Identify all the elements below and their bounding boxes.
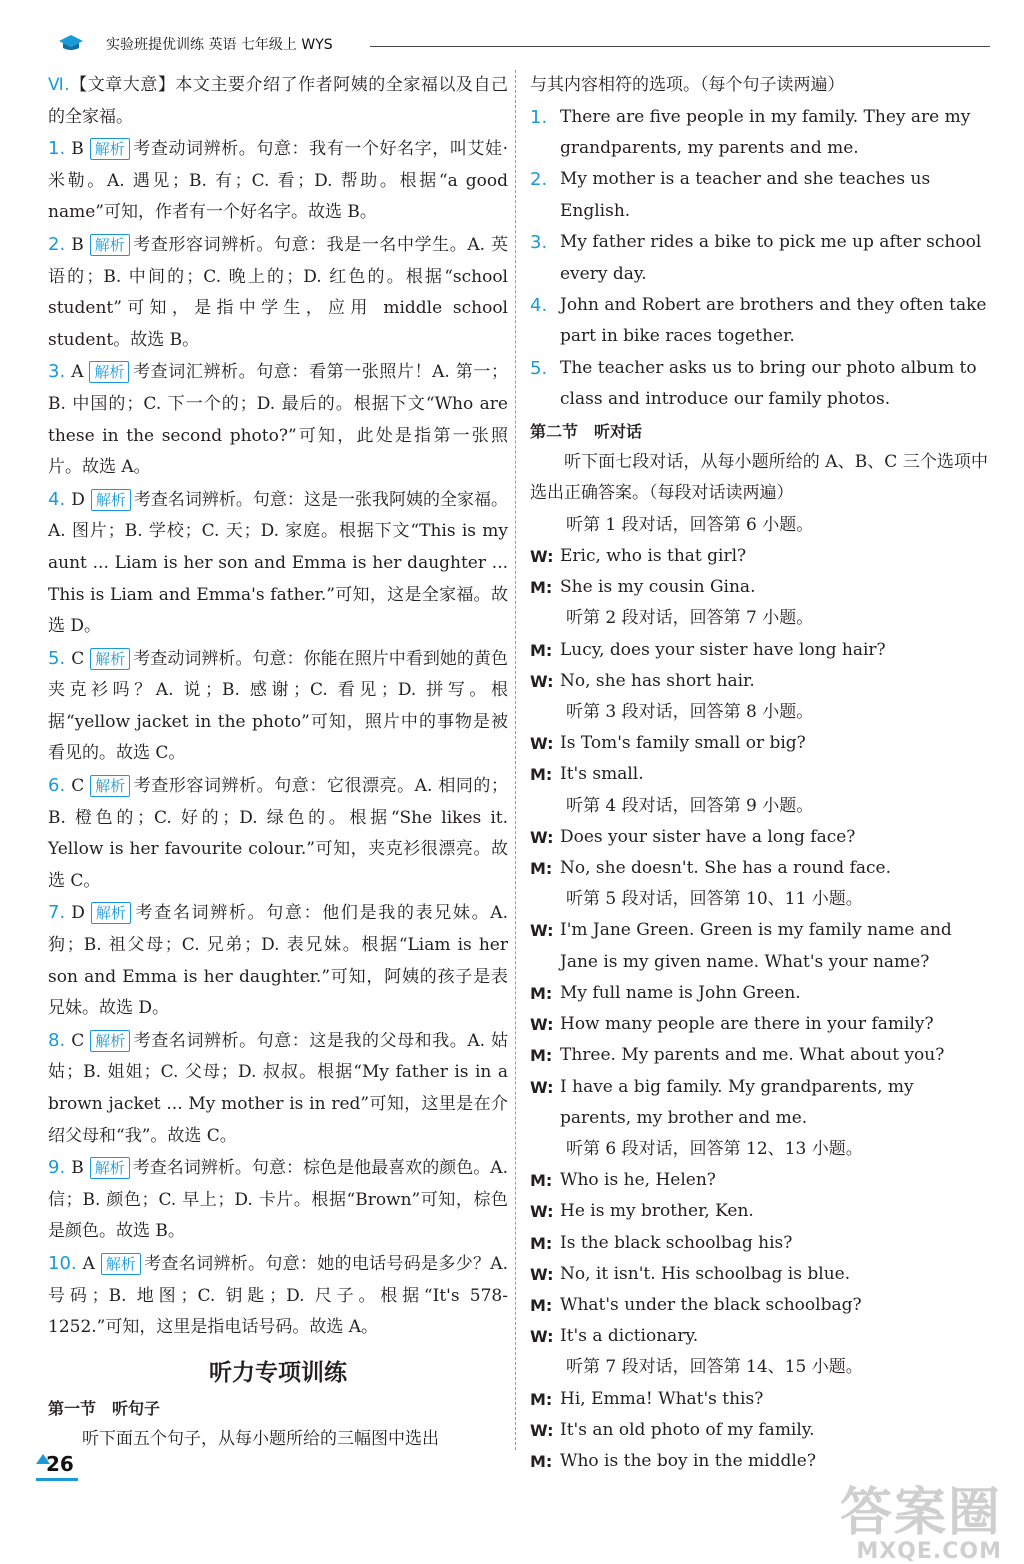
analysis-tag: 解析 <box>90 234 130 256</box>
sentence-text: The teacher asks us to bring our photo album to class and introduce our family photos. <box>560 357 977 410</box>
page-header <box>50 28 990 58</box>
speaker-label: M: <box>530 765 553 785</box>
dialogue-text: I'm Jane Green. Green is my family name and Jane is my given name. What's your name? <box>560 920 952 972</box>
answer-item <box>48 643 508 770</box>
answer-item <box>48 133 508 229</box>
section-title: 听力专项训练 <box>209 1359 347 1386</box>
analysis-tag: 解析 <box>101 1253 141 1275</box>
dialogue-text: Does your sister have a long face? <box>560 826 856 847</box>
passage-summary-text: 【文章大意】本文主要介绍了作者阿姨的全家福以及自己的全家福。 <box>48 75 508 127</box>
part1-instructions: 听下面五个句子，从每小题所给的三幅图中选出 <box>82 1428 439 1449</box>
answer-item <box>48 484 508 643</box>
answer-number: 1. <box>48 138 66 160</box>
watermark <box>840 1470 1002 1564</box>
watermark-url: MXQE.COM <box>856 1539 1002 1564</box>
book-logo-icon <box>58 33 84 53</box>
dialogue-text: No, she doesn't. She has a round face. <box>560 858 891 879</box>
answer-item <box>48 1248 508 1344</box>
answer-explanation: 考查形容词辨析。句意：它很漂亮。A. 相同的；B. 橙色的；C. 好的；D. 绿色的。根据“She likes it. Yellow is her favourite colour.”可知，夹克衫很漂亮。故选 C。 <box>48 776 508 891</box>
answer-item <box>48 356 508 483</box>
speaker-label: W: <box>530 921 554 941</box>
speaker-label: W: <box>530 1202 554 1222</box>
dialogue-line <box>530 1415 988 1446</box>
answer-item <box>48 897 508 1024</box>
answer-explanation: 考查形容词辨析。句意：我是一名中学生。A. 英语的；B. 中间的；C. 晚上的；D. 红色的。根据“school student”可知，是指中学生，应用 middle school student。故选 B。 <box>48 234 508 350</box>
speaker-label: M: <box>530 578 553 598</box>
answer-letter: B <box>71 234 84 255</box>
dialogue-line <box>530 1009 988 1040</box>
answer-explanation: 考查词汇辨析。句意：看第一张照片！A. 第一；B. 中国的；C. 下一个的；D. 最后的。根据下文“Who are these in the second photo?”可知，此处是指第一张照片。故选 A。 <box>48 362 508 478</box>
dialogue-line <box>530 635 988 666</box>
page-number-badge <box>36 1448 86 1482</box>
sentence-text: My mother is a teacher and she teaches us English. <box>560 169 931 221</box>
book-title: 实验班提优训练 英语 七年级上 WYS <box>106 37 333 53</box>
speaker-label: W: <box>530 1015 554 1035</box>
sentence-text: My father rides a bike to pick me up after school every day. <box>560 232 982 284</box>
dialogue-text: Is the black schoolbag his? <box>560 1232 793 1253</box>
dialogue-line <box>530 1321 988 1352</box>
sentence-text: John and Robert are brothers and they often take part in bike races together. <box>560 295 987 347</box>
speaker-label: W: <box>530 547 554 567</box>
column-divider <box>515 70 516 1450</box>
dialogue-line <box>530 1290 988 1321</box>
page-number: 26 <box>46 1452 74 1476</box>
dialogue-line <box>530 1165 988 1196</box>
answer-number: 6. <box>48 775 66 797</box>
dialogue-cue: 听第 2 段对话，回答第 7 小题。 <box>566 608 814 629</box>
analysis-tag: 解析 <box>90 648 130 670</box>
dialogue-text: No, it isn't. His schoolbag is blue. <box>560 1263 851 1284</box>
header-rule <box>370 46 990 47</box>
dialogue-line <box>530 1196 988 1227</box>
answer-number: 4. <box>48 488 66 510</box>
dialogue-line <box>530 728 988 759</box>
dialogue-text: How many people are there in your family? <box>560 1014 934 1035</box>
passage-summary <box>48 70 508 133</box>
dialogue-line <box>530 1228 988 1259</box>
page-number-underline <box>36 1478 78 1481</box>
dialogue-text: Three. My parents and me. What about you? <box>560 1045 945 1066</box>
part1-heading: 第一节 听句子 <box>48 1398 161 1418</box>
dialogue-list <box>530 510 988 1477</box>
speaker-label: M: <box>530 1389 553 1409</box>
answer-explanation: 考查名词辨析。句意：棕色是他最喜欢的颜色。A. 信；B. 颜色；C. 早上；D. 卡片。根据“Brown”可知，棕色是颜色。故选 B。 <box>48 1158 508 1242</box>
dialogue-text: Hi, Emma! What's this? <box>560 1388 764 1409</box>
speaker-label: M: <box>530 983 553 1003</box>
analysis-tag: 解析 <box>90 138 130 160</box>
answer-letter: C <box>71 1030 85 1051</box>
dialogue-text: It's small. <box>560 764 644 785</box>
dialogue-text: I have a big family. My grandparents, my parents, my brother and me. <box>560 1076 914 1128</box>
dialogue-line <box>530 759 988 790</box>
dialogue-text: What's under the black schoolbag? <box>560 1294 862 1315</box>
dialogue-line <box>530 1384 988 1415</box>
dialogue-text: Who is the boy in the middle? <box>560 1450 816 1471</box>
analysis-tag: 解析 <box>91 489 131 511</box>
dialogue-cue: 听第 7 段对话，回答第 14、15 小题。 <box>566 1357 863 1378</box>
dialogue-text: No, she has short hair. <box>560 670 755 691</box>
dialogue-line <box>530 541 988 572</box>
watermark-logo-text: 答案圈 <box>839 1483 1002 1543</box>
answer-letter: D <box>71 903 85 924</box>
dialogue-line <box>530 853 988 884</box>
dialogue-cue: 听第 3 段对话，回答第 8 小题。 <box>566 702 814 723</box>
dialogue-cue: 听第 6 段对话，回答第 12、13 小题。 <box>566 1138 863 1159</box>
part2-heading: 第二节 听对话 <box>530 421 643 441</box>
answer-letter: B <box>71 139 84 160</box>
speaker-label: M: <box>530 859 553 879</box>
answer-letter: A <box>71 362 84 383</box>
dialogue-text: Is Tom's family small or big? <box>560 733 806 754</box>
listening-sentence <box>530 102 988 165</box>
analysis-tag: 解析 <box>90 1030 130 1052</box>
answer-number: 5. <box>48 647 66 669</box>
answer-explanation: 考查名词辨析。句意：她的电话号码是多少？A. 号码；B. 地图；C. 钥匙；D. 尺子。根据“It's 578-1252.”可知，这里是指电话号码。故选 A。 <box>48 1253 508 1338</box>
answer-item <box>48 1152 508 1248</box>
answer-letter: C <box>71 776 85 797</box>
speaker-label: W: <box>530 1077 554 1097</box>
speaker-label: W: <box>530 1420 554 1440</box>
section-roman-numeral: Ⅵ. <box>48 75 70 95</box>
dialogue-cue: 听第 4 段对话，回答第 9 小题。 <box>566 795 814 816</box>
speaker-label: W: <box>530 1327 554 1347</box>
dialogue-line <box>530 666 988 697</box>
dialogue-text: He is my brother, Ken. <box>560 1201 754 1222</box>
speaker-label: M: <box>530 1451 553 1471</box>
answer-explanation: 考查名词辨析。句意：他们是我的表兄妹。A. 狗；B. 祖父母；C. 兄弟；D. 表兄妹。根据“Liam is her son and Emma is her daughter.”可知，阿姨的孩子是表兄妹。故选 D。 <box>48 903 508 1019</box>
answer-number: 9. <box>48 1157 66 1179</box>
answer-letter: A <box>82 1253 95 1274</box>
dialogue-text: She is my cousin Gina. <box>560 577 756 598</box>
dialogue-line <box>530 915 988 977</box>
answer-explanation: 考查动词辨析。句意：你能在照片中看到她的黄色夹克衫吗？A. 说；B. 感谢；C. 看见；D. 拼写。根据“yellow jacket in the photo”可知，照片中的事物是被看见的。故选 C。 <box>48 648 508 764</box>
sentence-number: 3. <box>530 232 548 254</box>
speaker-label: W: <box>530 1264 554 1284</box>
sentence-number: 2. <box>530 169 548 191</box>
sentence-number: 1. <box>530 106 548 128</box>
dialogue-text: It's a dictionary. <box>560 1326 699 1347</box>
answer-letter: C <box>71 648 85 669</box>
dialogue-line <box>530 978 988 1009</box>
answer-number: 10. <box>48 1252 77 1274</box>
sentence-number: 4. <box>530 295 548 317</box>
dialogue-cue: 听第 5 段对话，回答第 10、11 小题。 <box>566 889 863 910</box>
analysis-tag: 解析 <box>90 775 130 797</box>
dialogue-text: It's an old photo of my family. <box>560 1419 815 1440</box>
dialogue-text: Eric, who is that girl? <box>560 546 747 567</box>
answer-item <box>48 229 508 356</box>
speaker-label: M: <box>530 1171 553 1191</box>
speaker-label: W: <box>530 671 554 691</box>
answer-letter: D <box>71 489 85 510</box>
speaker-label: W: <box>530 734 554 754</box>
dialogue-line <box>530 822 988 853</box>
speaker-label: M: <box>530 1046 553 1066</box>
dialogue-line <box>530 572 988 603</box>
answer-letter: B <box>71 1158 84 1179</box>
listening-sentence <box>530 164 988 227</box>
left-column <box>48 70 508 1455</box>
dialogue-cue: 听第 1 段对话，回答第 6 小题。 <box>566 514 814 535</box>
part1-instructions-continued: 与其内容相符的选项。（每个句子读两遍） <box>530 75 845 95</box>
listening-sentence <box>530 290 988 353</box>
dialogue-line <box>530 1040 988 1071</box>
answer-number: 7. <box>48 902 66 924</box>
speaker-label: M: <box>530 1233 553 1253</box>
answer-explanation: 考查动词辨析。句意：我有一个好名字，叫艾娃·米勒。A. 遇见；B. 有；C. 看；D. 帮助。根据“a good name”可知，作者有一个好名字。故选 B。 <box>48 139 508 223</box>
speaker-label: W: <box>530 827 554 847</box>
part2-instructions: 听下面七段对话，从每小题所给的 A、B、C 三个选项中选出正确答案。（每段对话读两遍） <box>530 451 988 504</box>
sentence-list <box>530 102 988 416</box>
answer-list <box>48 133 508 1344</box>
answer-item <box>48 770 508 897</box>
answer-number: 3. <box>48 361 66 383</box>
listening-sentence <box>530 227 988 290</box>
answer-explanation: 考查名词辨析。句意：这是我的父母和我。A. 姑姑；B. 姐姐；C. 父母；D. 叔叔。根据“My father is in a brown jacket ... My mother is in red”可知，这里是在介绍父母和“我”。故选 C。 <box>48 1030 508 1146</box>
analysis-tag: 解析 <box>89 361 129 383</box>
dialogue-text: My full name is John Green. <box>560 982 801 1003</box>
dialogue-line <box>530 1072 988 1134</box>
dialogue-text: Lucy, does your sister have long hair? <box>560 639 886 660</box>
sentence-number: 5. <box>530 357 548 379</box>
dialogue-line <box>530 1259 988 1290</box>
sentence-text: There are five people in my family. They are my grandparents, my parents and me. <box>560 106 971 158</box>
right-column <box>530 70 988 1477</box>
speaker-label: M: <box>530 640 553 660</box>
answer-number: 2. <box>48 233 66 255</box>
answer-explanation: 考查名词辨析。句意：这是一张我阿姨的全家福。A. 图片；B. 学校；C. 天；D. 家庭。根据下文“This is my aunt ... Liam is her son and Emma is her daughter ... This is Liam and Emma's father.”可知，这是全家福。故选 D。 <box>48 489 508 637</box>
answer-number: 8. <box>48 1029 66 1051</box>
dialogue-text: Who is he, Helen? <box>560 1170 716 1191</box>
speaker-label: M: <box>530 1295 553 1315</box>
listening-sentence <box>530 353 988 416</box>
answer-item <box>48 1025 508 1152</box>
analysis-tag: 解析 <box>90 1157 130 1179</box>
analysis-tag: 解析 <box>91 902 131 924</box>
